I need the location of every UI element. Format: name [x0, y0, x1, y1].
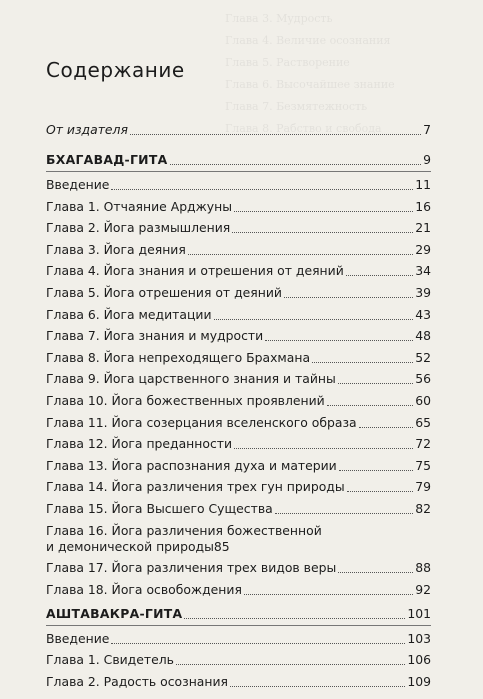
toc-entry-label: Глава 4. Йога знания и отрешения от деяний: [46, 263, 344, 279]
dot-leader: [234, 211, 413, 212]
toc-entry-label: Глава 15. Йога Высшего Существа: [46, 500, 273, 516]
toc-entry: [46, 393, 431, 409]
toc-entry-page: 65: [415, 414, 431, 430]
toc-entry-label: Глава 5. Йога отрешения от деяний: [46, 284, 282, 300]
toc-entry-page: 9: [423, 152, 431, 167]
toc-entry: [46, 479, 431, 495]
toc-entry-page: 92: [415, 581, 431, 597]
dot-leader: [347, 491, 414, 492]
toc-entry-page: 16: [415, 198, 431, 214]
toc-entry: [46, 674, 431, 690]
dot-leader: [265, 340, 413, 341]
toc-entry-page: 48: [415, 328, 431, 344]
toc-entry: [46, 582, 431, 598]
dot-leader: [130, 134, 421, 135]
toc-entry-page: 75: [415, 457, 431, 473]
toc-section-heading: [46, 606, 431, 622]
toc-entry-page: 56: [415, 371, 431, 387]
toc-entry-label: Глава 12. Йога преданности: [46, 436, 233, 452]
toc-entry-page: 60: [415, 392, 431, 408]
dot-leader: [111, 189, 413, 190]
toc-entry-page: 109: [407, 673, 431, 689]
dot-leader: [244, 594, 413, 595]
toc-entry-label: Глава 3. Йога деяния: [46, 241, 186, 257]
toc-section-heading: [46, 152, 431, 168]
dot-leader: [230, 686, 405, 687]
bleed-line: Глава 4. Величие осознания: [225, 34, 391, 47]
dot-leader: [111, 643, 405, 644]
toc-entry-page: 79: [415, 479, 431, 495]
toc-entry-label: Глава 18. Йога освобождения: [46, 581, 242, 597]
toc-entry-label: Глава 16. Йога различения божественной: [46, 522, 322, 538]
toc-entry-label: Глава 9. Йога царственного знания и тайны: [46, 371, 336, 387]
toc-entry-label: От издателя: [46, 122, 128, 137]
toc-entry: [46, 263, 431, 279]
toc-entry-page: 39: [415, 284, 431, 300]
toc-entry: [46, 501, 431, 517]
toc-entry-page: 43: [415, 306, 431, 322]
toc-entry-page: 34: [415, 263, 431, 279]
toc-entry: [46, 560, 431, 576]
page-title: Содержание: [46, 58, 185, 82]
toc-entry-page: 11: [415, 177, 431, 192]
toc-entry-label: Глава 8. Йога непреходящего Брахмана: [46, 349, 311, 365]
toc-entry: [46, 631, 431, 647]
toc-entry: [46, 199, 431, 215]
dot-leader: [170, 164, 422, 165]
toc-entry-label: Глава 10. Йога божественных проявлений: [46, 392, 325, 408]
toc-entry-page: 29: [415, 241, 431, 257]
toc-entry-label: Глава 14. Йога различения трех гун природы: [46, 479, 345, 495]
toc-entry-label: БХАГАВАД-ГИТА: [46, 152, 168, 167]
toc-entry-page: 72: [415, 436, 431, 452]
bleed-line: Глава 7. Безмятежность: [225, 100, 368, 113]
dot-leader: [234, 448, 413, 449]
toc-entry: [46, 122, 431, 138]
dot-leader: [338, 383, 413, 384]
toc-entry: [46, 458, 431, 474]
toc-entry-label: Глава 11. Йога созерцания вселенского образа: [46, 414, 357, 430]
table-of-contents: [46, 122, 431, 695]
toc-entry-label: Глава 1. Свидетель: [46, 652, 174, 668]
toc-entry-page: 7: [423, 122, 431, 137]
toc-entry: [46, 328, 431, 344]
toc-entry-page: 106: [407, 652, 431, 668]
bleed-line: Глава 8. Рабство и свобода: [225, 122, 382, 135]
toc-entry-page: 85: [213, 538, 230, 554]
toc-entry-label: Глава 1. Отчаяние Арджуны: [46, 198, 233, 214]
toc-entry: [46, 436, 431, 452]
toc-entry: [46, 523, 431, 555]
toc-entry-label-continued: и демонической природы: [46, 538, 214, 554]
dot-leader: [339, 470, 413, 471]
toc-entry: [46, 415, 431, 431]
toc-entry-page: 103: [407, 630, 431, 646]
dot-leader: [327, 405, 414, 406]
toc-entry: [46, 307, 431, 323]
toc-entry-page: 52: [415, 349, 431, 365]
toc-entry-label: Глава 2. Йога размышления: [46, 220, 231, 236]
toc-entry-label: Введение: [46, 177, 110, 192]
toc-entry: [46, 177, 431, 193]
dot-leader: [184, 618, 405, 619]
dot-leader: [232, 232, 413, 233]
toc-entry: [46, 220, 431, 236]
bleed-line: Глава 3. Мудрость: [225, 12, 333, 25]
dot-leader: [188, 254, 413, 255]
section-divider: [46, 171, 431, 172]
dot-leader: [346, 275, 413, 276]
toc-entry: [46, 285, 431, 301]
toc-entry-page: 82: [415, 500, 431, 516]
toc-entry: [46, 371, 431, 387]
toc-entry-label: Глава 2. Радость осознания: [46, 673, 229, 689]
toc-entry: [46, 350, 431, 366]
dot-leader: [338, 572, 413, 573]
toc-entry: [46, 242, 431, 258]
toc-entry-label: Глава 6. Йога медитации: [46, 306, 212, 322]
section-divider: [46, 625, 431, 626]
toc-entry-label: Введение: [46, 630, 110, 646]
toc-entry-label: Глава 17. Йога различения трех видов веры: [46, 560, 337, 576]
dot-leader: [284, 297, 413, 298]
dot-leader: [312, 362, 413, 363]
toc-entry-label: Глава 7. Йога знания и мудрости: [46, 328, 264, 344]
toc-entry-page: 21: [415, 220, 431, 236]
dot-leader: [176, 664, 405, 665]
bleed-line: Глава 5. Растворение: [225, 56, 350, 69]
toc-entry-label: АШТАВАКРА-ГИТА: [46, 605, 183, 621]
toc-entry-page: 101: [407, 605, 431, 621]
toc-entry-page: 88: [415, 560, 431, 576]
toc-entry: [46, 652, 431, 668]
bleed-line: Глава 6. Высочайшее знание: [225, 78, 395, 91]
dot-leader: [359, 427, 414, 428]
dot-leader: [214, 319, 414, 320]
dot-leader: [275, 513, 413, 514]
toc-entry-label: Глава 13. Йога распознания духа и материи: [46, 457, 337, 473]
